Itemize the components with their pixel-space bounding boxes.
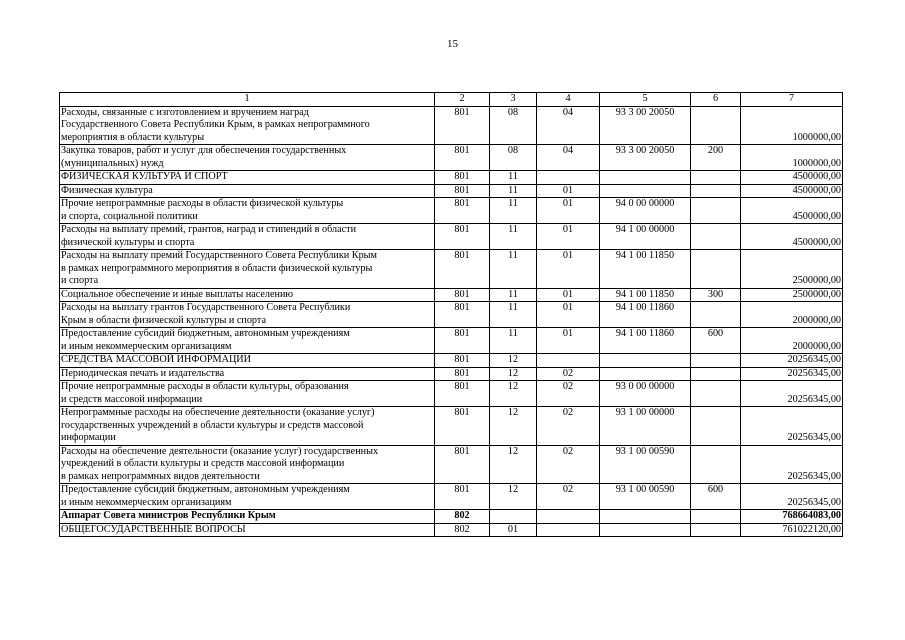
row-cell-c6: 600 (691, 484, 741, 510)
row-cell-c5: 93 1 00 00000 (600, 407, 691, 446)
row-cell-c2: 802 (435, 510, 490, 524)
table-row (60, 250, 843, 289)
row-cell-c2: 801 (435, 145, 490, 171)
row-cell-c7: 1000000,00 (741, 106, 843, 145)
row-cell-c2: 801 (435, 224, 490, 250)
row-name-line: в рамках непрограммных видов деятельности (61, 470, 260, 482)
row-name-cell (60, 198, 435, 224)
row-cell-c6: 600 (691, 328, 741, 354)
header-cell: 6 (691, 93, 741, 107)
row-cell-c2: 801 (435, 328, 490, 354)
row-name-line: Предоставление субсидий бюджетным, автономным учреждениям (61, 484, 350, 495)
row-cell-c4: 02 (537, 381, 600, 407)
row-cell-c7: 2000000,00 (741, 302, 843, 328)
row-name-line: Аппарат Совета министров Республики Крым (61, 510, 276, 521)
row-cell-c2: 801 (435, 407, 490, 446)
row-cell-c6 (691, 198, 741, 224)
row-cell-c5 (600, 510, 691, 524)
row-cell-c2: 801 (435, 354, 490, 368)
row-cell-c6: 300 (691, 288, 741, 302)
row-name-line: в рамках непрограммного мероприятия в области физической культуры (61, 262, 373, 274)
row-name-line: физической культуры и спорта (61, 236, 195, 248)
row-cell-c3: 11 (490, 171, 537, 185)
row-cell-c4: 02 (537, 407, 600, 446)
row-cell-c5: 93 1 00 00590 (600, 445, 691, 484)
row-cell-c3: 12 (490, 484, 537, 510)
header-cell: 7 (741, 93, 843, 107)
row-cell-c6 (691, 250, 741, 289)
header-cell: 3 (490, 93, 537, 107)
row-cell-c2: 801 (435, 171, 490, 185)
row-cell-c2: 801 (435, 184, 490, 198)
row-cell-c5 (600, 171, 691, 185)
table-row (60, 145, 843, 171)
row-name-line: и иным некоммерческим организациям (61, 496, 232, 508)
row-cell-c7: 20256345,00 (741, 407, 843, 446)
row-cell-c2: 801 (435, 381, 490, 407)
row-cell-c2: 801 (435, 445, 490, 484)
row-cell-c7: 4500000,00 (741, 198, 843, 224)
row-cell-c7: 4500000,00 (741, 171, 843, 185)
row-name-line: Расходы на выплату премий Государственного Совета Республики Крым (61, 250, 377, 261)
row-cell-c6 (691, 407, 741, 446)
row-cell-c6 (691, 381, 741, 407)
row-cell-c5: 94 1 00 11850 (600, 250, 691, 289)
row-cell-c4: 01 (537, 302, 600, 328)
row-cell-c7: 20256345,00 (741, 367, 843, 381)
row-name-line: Крым в области физической культуры и спорта (61, 314, 266, 326)
row-cell-c5: 93 3 00 20050 (600, 106, 691, 145)
header-cell: 4 (537, 93, 600, 107)
row-name-line: государственных учреждений в области культуры и средств массовой (61, 419, 364, 431)
table-row (60, 445, 843, 484)
row-cell-c3: 12 (490, 407, 537, 446)
table-row (60, 224, 843, 250)
row-cell-c7: 2000000,00 (741, 328, 843, 354)
table-row (60, 367, 843, 381)
row-name-cell (60, 250, 435, 289)
page-number: 15 (447, 38, 458, 50)
table-row (60, 510, 843, 524)
row-cell-c4 (537, 354, 600, 368)
row-name-cell (60, 184, 435, 198)
row-cell-c5: 94 1 00 11860 (600, 302, 691, 328)
row-cell-c4: 01 (537, 250, 600, 289)
row-cell-c4: 04 (537, 145, 600, 171)
row-name-cell (60, 510, 435, 524)
row-name-line: ФИЗИЧЕСКАЯ КУЛЬТУРА И СПОРТ (61, 171, 228, 182)
row-cell-c6 (691, 510, 741, 524)
row-name-line: Предоставление субсидий бюджетным, автономным учреждениям (61, 328, 350, 339)
row-cell-c3: 12 (490, 354, 537, 368)
row-cell-c5 (600, 184, 691, 198)
row-name-cell (60, 145, 435, 171)
row-cell-c5: 93 0 00 00000 (600, 381, 691, 407)
row-cell-c7: 1000000,00 (741, 145, 843, 171)
row-cell-c2: 801 (435, 198, 490, 224)
row-cell-c2: 801 (435, 302, 490, 328)
row-cell-c3: 08 (490, 145, 537, 171)
row-name-line: Расходы на выплату премий, грантов, наград и стипендий в области (61, 224, 357, 235)
row-cell-c6 (691, 106, 741, 145)
row-cell-c5: 94 1 00 11860 (600, 328, 691, 354)
row-cell-c4: 01 (537, 184, 600, 198)
row-cell-c4 (537, 171, 600, 185)
row-name-line: Расходы на обеспечение деятельности (оказание услуг) государственных (61, 445, 379, 457)
row-name-cell (60, 407, 435, 446)
table-row (60, 288, 843, 302)
table-row (60, 198, 843, 224)
row-cell-c7: 20256345,00 (741, 381, 843, 407)
row-cell-c7: 20256345,00 (741, 484, 843, 510)
row-cell-c6 (691, 302, 741, 328)
table-row (60, 171, 843, 185)
row-cell-c5: 94 0 00 00000 (600, 198, 691, 224)
table-row (60, 184, 843, 198)
row-cell-c5: 93 1 00 00590 (600, 484, 691, 510)
row-name-line: Периодическая печать и издательства (61, 367, 225, 379)
row-name-cell (60, 328, 435, 354)
row-cell-c3: 11 (490, 302, 537, 328)
row-cell-c6 (691, 367, 741, 381)
row-name-cell (60, 484, 435, 510)
header-cell: 5 (600, 93, 691, 107)
row-name-line: Государственного Совета Республики Крым, в рамках непрограммного (61, 119, 370, 130)
row-cell-c6 (691, 523, 741, 537)
row-cell-c6 (691, 184, 741, 198)
row-cell-c3: 11 (490, 250, 537, 289)
row-cell-c6 (691, 171, 741, 185)
row-cell-c2: 801 (435, 484, 490, 510)
budget-table (59, 92, 843, 537)
row-cell-c4: 02 (537, 445, 600, 484)
row-cell-c5 (600, 354, 691, 368)
row-name-cell (60, 224, 435, 250)
row-name-cell (60, 288, 435, 302)
row-cell-c4: 01 (537, 328, 600, 354)
table-row (60, 381, 843, 407)
row-cell-c4: 01 (537, 224, 600, 250)
table-row (60, 328, 843, 354)
table-row (60, 106, 843, 145)
row-name-line: Непрограммные расходы на обеспечение деятельности (оказание услуг) (61, 407, 375, 418)
row-name-line: Физическая культура (61, 184, 153, 196)
row-cell-c3: 11 (490, 198, 537, 224)
row-name-cell (60, 106, 435, 145)
row-cell-c5: 94 1 00 00000 (600, 224, 691, 250)
row-cell-c6 (691, 445, 741, 484)
row-cell-c4 (537, 510, 600, 524)
row-cell-c2: 801 (435, 288, 490, 302)
row-name-line: и иным некоммерческим организациям (61, 340, 232, 352)
header-cell: 2 (435, 93, 490, 107)
row-name-line: Прочие непрограммные расходы в области культуры, образования (61, 381, 349, 392)
row-cell-c3: 11 (490, 224, 537, 250)
row-cell-c3 (490, 510, 537, 524)
row-cell-c4: 02 (537, 484, 600, 510)
row-name-line: Расходы на выплату грантов Государственного Совета Республики (61, 302, 351, 313)
row-name-line: (муниципальных) нужд (61, 157, 164, 169)
row-cell-c4: 02 (537, 367, 600, 381)
row-cell-c4: 01 (537, 288, 600, 302)
header-row (60, 93, 843, 107)
row-cell-c7: 2500000,00 (741, 288, 843, 302)
row-name-cell (60, 302, 435, 328)
row-cell-c3: 12 (490, 381, 537, 407)
row-name-cell (60, 354, 435, 368)
row-cell-c6 (691, 224, 741, 250)
row-cell-c7: 2500000,00 (741, 250, 843, 289)
row-name-line: СРЕДСТВА МАССОВОЙ ИНФОРМАЦИИ (61, 354, 252, 365)
table-row (60, 354, 843, 368)
table-row (60, 407, 843, 446)
row-cell-c5: 94 1 00 11850 (600, 288, 691, 302)
table-row (60, 484, 843, 510)
row-name-cell (60, 523, 435, 537)
row-cell-c4: 01 (537, 198, 600, 224)
row-cell-c3: 12 (490, 445, 537, 484)
row-cell-c4: 04 (537, 106, 600, 145)
row-name-line: и спорта (61, 275, 99, 286)
row-cell-c7: 4500000,00 (741, 184, 843, 198)
row-name-line: и спорта, социальной политики (61, 210, 198, 222)
row-cell-c2: 801 (435, 367, 490, 381)
row-cell-c7: 4500000,00 (741, 224, 843, 250)
row-name-line: Прочие непрограммные расходы в области физической культуры (61, 198, 344, 209)
row-cell-c7: 20256345,00 (741, 354, 843, 368)
row-cell-c3: 11 (490, 328, 537, 354)
row-cell-c5: 93 3 00 20050 (600, 145, 691, 171)
row-name-line: ОБЩЕГОСУДАРСТВЕННЫЕ ВОПРОСЫ (61, 523, 246, 535)
row-name-line: учреждений в области культуры и средств массовой информации (61, 458, 345, 469)
row-name-line: Расходы, связанные с изготовлением и вручением наград (61, 106, 309, 118)
row-cell-c3: 11 (490, 184, 537, 198)
row-cell-c3: 11 (490, 288, 537, 302)
row-cell-c3: 08 (490, 106, 537, 145)
table-row (60, 523, 843, 537)
row-name-cell (60, 171, 435, 185)
row-name-cell (60, 445, 435, 484)
row-name-cell (60, 381, 435, 407)
row-name-line: Закупка товаров, работ и услуг для обеспечения государственных (61, 145, 347, 156)
row-name-cell (60, 367, 435, 381)
row-cell-c7: 20256345,00 (741, 445, 843, 484)
row-name-line: мероприятия в области культуры (61, 131, 205, 143)
row-cell-c2: 801 (435, 106, 490, 145)
row-cell-c4 (537, 523, 600, 537)
row-cell-c2: 801 (435, 250, 490, 289)
row-name-line: информации (61, 432, 116, 443)
row-name-line: Социальное обеспечение и иные выплаты населению (61, 288, 294, 300)
row-name-line: и средств массовой информации (61, 393, 203, 405)
row-cell-c3: 01 (490, 523, 537, 537)
row-cell-c5 (600, 523, 691, 537)
row-cell-c6 (691, 354, 741, 368)
table-row (60, 302, 843, 328)
row-cell-c2: 802 (435, 523, 490, 537)
row-cell-c7: 768664083,00 (741, 510, 843, 524)
row-cell-c3: 12 (490, 367, 537, 381)
row-cell-c6: 200 (691, 145, 741, 171)
header-cell: 1 (60, 93, 435, 107)
row-cell-c5 (600, 367, 691, 381)
row-cell-c7: 761022120,00 (741, 523, 843, 537)
